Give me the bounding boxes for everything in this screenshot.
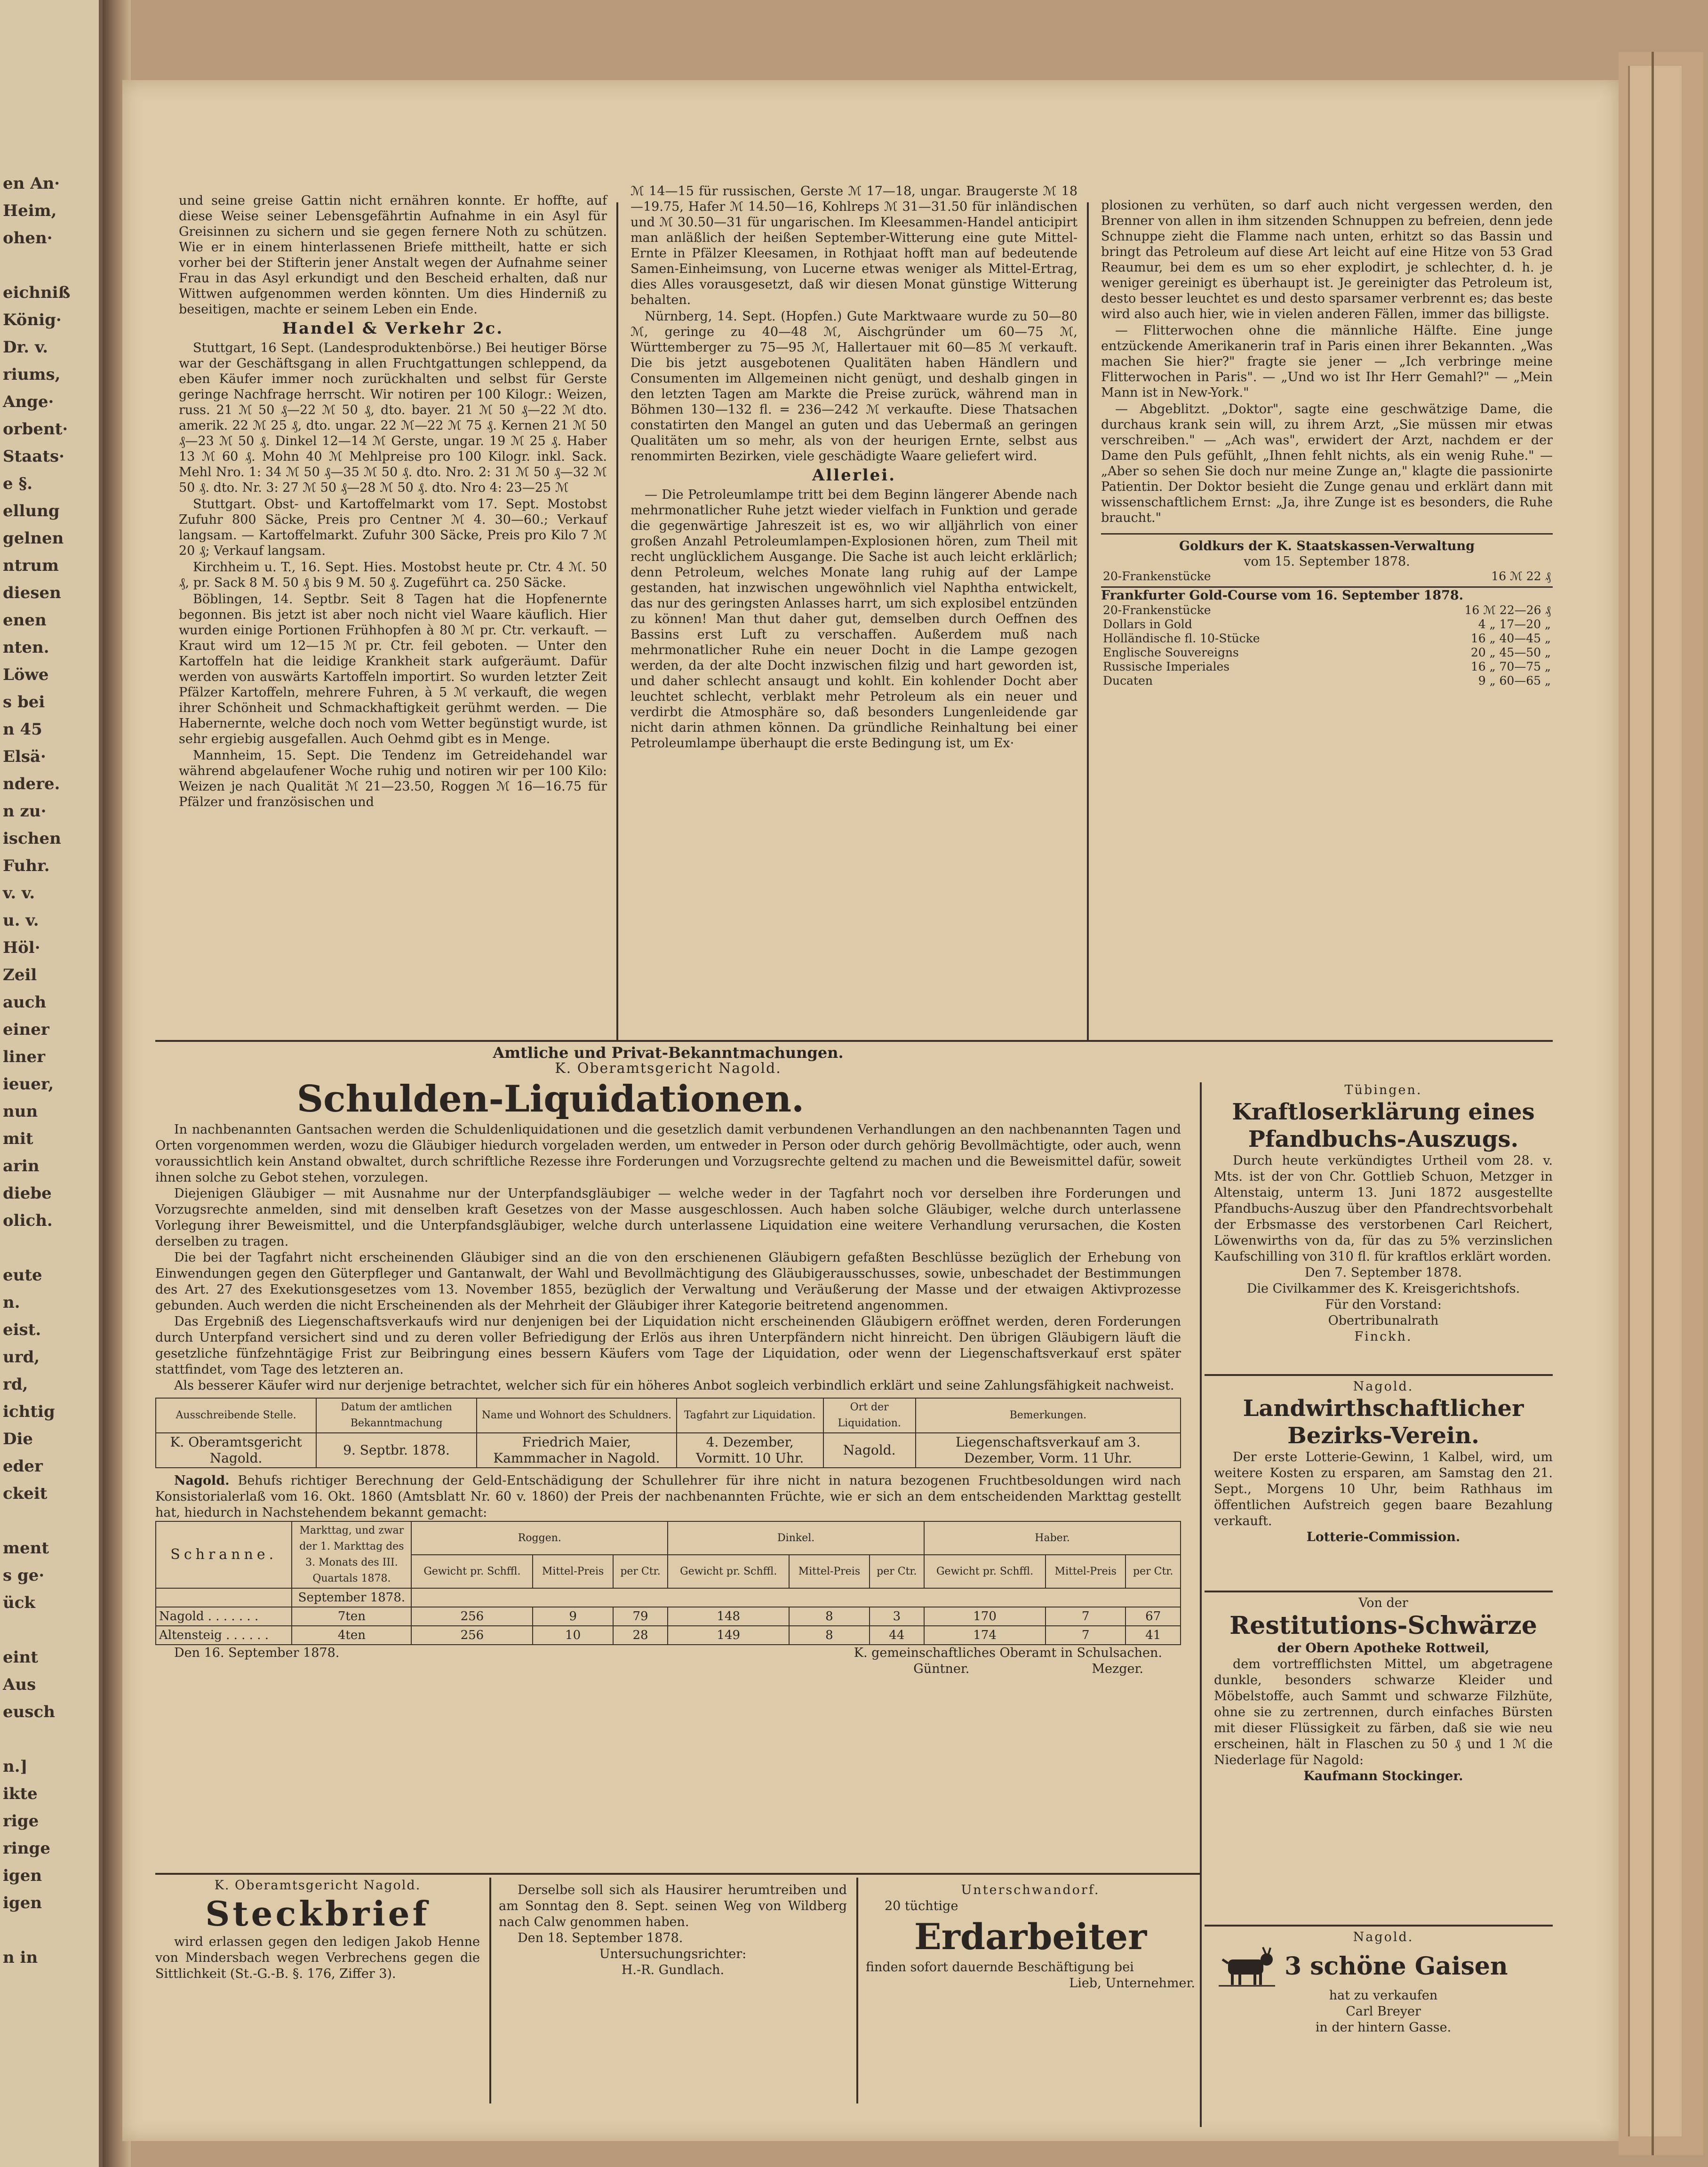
previous-page-line: diebe [3,1184,52,1203]
schranne-footer [155,1645,1181,1661]
section-heading: Amtliche und Privat-Bekanntmachungen. [493,1044,844,1062]
table-cell: 10 [533,1626,613,1645]
previous-page-line: olich. [3,1211,53,1230]
previous-page-line: nun [3,1102,38,1121]
previous-page-line: n zu· [3,802,47,821]
table-cell: Liegenschaftsverkauf am 3. Dezember, Vorm. 11 Uhr. [916,1433,1181,1468]
table-cell: 149 [668,1626,789,1645]
ad-text: finden sofort dauernde Beschäftigung bei [866,1960,1134,1975]
signature-name: Finckh. [1354,1329,1413,1344]
column-rule [616,202,618,1040]
previous-page-line: eusch [3,1703,55,1721]
schranne-notice [155,1473,1181,1677]
column-rule [489,1878,491,2103]
previous-page-line: diesen [3,584,61,602]
table-cell: 41 [1125,1626,1181,1645]
previous-page-line: ikte [3,1784,38,1803]
table-cell: 9. Septbr. 1878. [316,1433,477,1468]
notice-text: In nachbenannten Gantsachen werden die Schuldenliquidationen und die gesetzlich damit verbundenen Verhandlungen an den nachbenannten Tagen und Orten vorgenommen werden, wozu die Gläubiger hiedurch vorgeladen werden, um entweder in Person oder durch gehörig Bevollmächtigte, oder auch, wenn voraussichtlich kein Anstand obwaltet, durch schriftliche Rezesse ihre Forderungen und Vorzugsrechte geltend zu machen und die Beweismittel dafür, soweit ihnen solche zu Gebot stehen, vorzulegen. [155,1122,1181,1185]
rate-row [1101,646,1553,660]
table-cell: 148 [668,1607,789,1626]
notice-title: Steckbrief [205,1894,430,1934]
notice-text: wird erlassen gegen den ledigen Jakob Henne von Mindersbach wegen Verbrechens gegen die Sittlichkeit (St.-G.-B. §. 176, Ziffer 3). [155,1935,480,1981]
previous-page-line: Aus [3,1675,36,1694]
notice-date: Den 18. September 1878. [518,1931,683,1945]
column-rule [1087,202,1089,1040]
previous-page-line: n. [3,1293,20,1312]
signature: Lotterie-Commission. [1306,1530,1461,1544]
coin-rate: 16 ℳ 22 ₰ [1491,569,1551,583]
market-report: ℳ 14—15 für russischen, Gerste ℳ 17—18, ungar. Braugerste ℳ 18—19.75, Hafer ℳ 14.50—16, Kohlreps ℳ 31—31.50 für inländischen und ℳ 30.50—31 für ungarischen. Im Kleesammen-Handel anticipirt man anläßlich der heißen September-Witterung eine gute Mittel-Ernte in Pfälzer Kleesamen, in Rothjaat hofft man auf bedeutende Samen-Einheimsung, von Lucerne etwas weniger als Mittel-Ertrag, dies Alles vorausgesetzt, daß wir diesen Monat günstige Witterung behalten. [631,184,1077,307]
table-cell: 174 [924,1626,1046,1645]
table-cell: 7ten [292,1607,411,1626]
table-cell: 4. Dezember, Vormitt. 10 Uhr. [677,1433,823,1468]
table-cell: 3 [870,1607,924,1626]
previous-page-line: riums, [3,365,61,384]
previous-page-line: Heim, [3,201,57,220]
coin-rate: 9 „ 60—65 „ [1478,674,1551,688]
table-cell: 44 [870,1626,924,1645]
article-text: — Die Petroleumlampe tritt bei dem Beginn längerer Abende nach mehrmonatlicher Ruhe jetzt wieder vielfach in Funktion und gerade die gegenwärtige Jahreszeit ist es, wo wir alljährlich von einer großen Anzahl Petroleumlampen-Explosionen hören, zum Theil mit recht unglücklichem Ausgange. Die Sache ist auch leicht erklärlich; denn Petroleum, welches Monate lang ruhig auf der Lampe gestanden, hat inzwischen ungewöhnlich viel Naphtha entwickelt, das nur des geringsten Anlasses harrt, um sich explosibel entzünden zu können! Man thut daher gut, demselben durch Oeffnen des Bassins erst Luft zu verschaffen. Außerdem muß nach mehrmonatlicher Ruhe ein neuer Docht in die Lampe gezogen werden, da der alte Docht inzwischen filzig und hart geworden ist, und daher schlecht ansaugt und kohlt. Ein kohlender Docht aber leuchtet schlecht, verblakt mehr Petroleum als ein neuer und verdirbt die Atmosphäre so, daß besonders Lungenleidende gar nicht darin athmen können. Da gründliche Reinhaltung bei einer Petroleumlampe überhaupt die erste Bedingung ist, um Ex· [631,488,1077,751]
previous-page-line: liner [3,1048,46,1066]
col-header: Haber. [924,1521,1181,1555]
ad-rule [1205,1591,1553,1592]
place: Unterschwandorf. [961,1883,1100,1897]
rate-row [1101,632,1553,646]
previous-page-line: eint [3,1648,38,1667]
table-cell: K. Oberamtsgericht Nagold. [156,1433,316,1468]
table-cell: 9 [533,1607,613,1626]
sub-header: Mittel-Preis [533,1555,613,1588]
previous-page-line: n in [3,1948,38,1967]
section-rule [155,1873,1200,1875]
grain-price-table [155,1521,1181,1645]
court-name: K. Oberamtsgericht Nagold. [555,1060,782,1077]
table-cell: Nagold . . . . . . . [156,1607,292,1626]
previous-page-line: enen [3,611,47,630]
notice-title: Kraftloserklärung eines [1232,1099,1535,1125]
previous-page-line: n.] [3,1757,28,1776]
previous-page-line: auch [3,993,47,1012]
signature: Obertribunalrath [1328,1313,1439,1328]
previous-page-line: Staats· [3,447,65,466]
goats-ad [1214,1929,1553,2036]
previous-page-line: rd, [3,1375,28,1394]
table-header: Name und Wohnort des Schuldners. [477,1398,677,1433]
notice-text: Die bei der Tagfahrt nicht erscheinenden Gläubiger sind an die von den erschienenen Gläubigern gefaßten Beschlüsse bezüglich der Erhebung von Einwendungen gegen den Güterpfleger und Gantanwalt, der Wahl und Bevollmächtigung des Gläubigerausschusses, sowie, unbeschadet der Bestimmungen des Art. 27 des Exekutionsgesetzes vom 13. November 1855, bezüglich der Verwaltung und Veräußerung der Masse und der etwaigen Aktivprozesse gebunden. Auch werden die nicht Erscheinenden als der Mehrheit der Gläubiger ihrer Kategorie beitretend angenommen. [155,1250,1181,1313]
section-heading: Handel & Verkehr 2c. [282,319,504,338]
table-cell: 256 [411,1626,533,1645]
col-header: Markttag, und zwar der 1. Markttag des 3. Monats des III. Quartals 1878. [292,1521,411,1588]
sub-header: per Ctr. [613,1555,668,1588]
tuebingen-notice [1214,1082,1553,1345]
signature-name: H.-R. Gundlach. [621,1963,725,1977]
ad-text: Von der [1358,1596,1408,1610]
coin-name: Holländische fl. 10-Stücke [1103,632,1260,645]
table-cell: 28 [613,1626,668,1645]
coin-rate: 16 ℳ 22—26 ₰ [1464,603,1551,617]
table-cell: 7 [1046,1607,1125,1626]
cell [411,1588,1181,1607]
court-name: Die Civilkammer des K. Kreisgerichtshofs. [1246,1281,1520,1296]
sub-header: Gewicht pr. Schffl. [924,1555,1046,1588]
sub-header: per Ctr. [1125,1555,1181,1588]
column-2 [631,184,1077,752]
table-row [156,1626,1181,1645]
previous-page-line: orbent· [3,420,68,439]
place: Tübingen. [1344,1083,1422,1097]
previous-page-line: ringe [3,1839,50,1858]
rate-row [1101,674,1553,688]
cell: September 1878. [292,1588,411,1607]
previous-page-line: s ge· [3,1566,45,1585]
col-header: Dinkel. [668,1521,924,1555]
notice-text: Durch heute verkündigtes Urtheil vom 28. v. Mts. ist der von Chr. Gottlieb Schuon, Metzger in Altenstaig, unterm 13. Juni 1872 ausgestellte Pfandbuchs-Auszug über den Pfandrechtsvorbehalt der Erbsmasse des verstorbenen Carl Reichert, Löwenwirths von da, für das zu 5% verzinslichen Kaufschilling von 310 fl. für kraftlos erklärt worden. [1214,1153,1553,1264]
previous-page-line: eist. [3,1320,41,1339]
column-rule [856,1878,858,2103]
market-report: Kirchheim u. T., 16. Sept. Hies. Mostobst heute pr. Ctr. 4 ℳ. 50 ₰, pr. Sack 8 M. 50 ₰ bis 9 M. 50 ₰. Zugeführt ca. 250 Säcke. [179,560,607,590]
goldkurs-table [1101,569,1553,584]
table-cell: 67 [1125,1607,1181,1626]
sub-header: Gewicht pr. Schffl. [668,1555,789,1588]
table-header: Ausschreibende Stelle. [156,1398,316,1433]
goats-title-row [1214,1945,1553,1988]
signature-name: Mezger. [1092,1662,1143,1676]
ad-rule [1205,1925,1553,1927]
previous-page-line: en An· [3,174,60,193]
column-3 [1101,198,1553,688]
notice-text: Behufs richtiger Berechnung der Geld-Entschädigung der Schullehrer für ihre nicht in natura bezogenen Fruchtbesoldungen wird nach Konsistorialerlaß vom 16. Okt. 1860 (Amtsblatt Nr. 60 v. 1860) der Preis der nachbenannten Früchte, wie er sich an dem entscheidenden Markttag gestellt hat, hiedurch in Nachstehendem bekannt gemacht: [155,1473,1181,1520]
previous-page-line: Höl· [3,938,40,957]
ad-text: dem vortrefflichsten Mittel, um abgetragene dunkle, besonders schwarze Kleider und Möbelstoffe, auch Sammt und schwarze Filzhüte, ohne sie zu zertrennen, durch einfaches Bürsten mit dieser Flüssigkeit zu färben, daß sie wie neu erscheinen, hält in Flaschen zu 50 ₰ und 1 ℳ die Niederlage für Nagold: [1214,1657,1553,1767]
town-name: Nagold. [174,1473,230,1488]
market-report: Stuttgart. Obst- und Kartoffelmarkt vom 17. Sept. Mostobst Zufuhr 800 Säcke, Preis pro Centner ℳ 4. 30—60.; Verkauf langsam. — Kartoffelmarkt. Zufuhr 300 Säcke, Preis pro Kilo 7 ℳ 20 ₰; Verkauf langsam. [179,497,607,558]
employer-name: Lieb, Unternehmer. [1069,1976,1195,1991]
col-header: Roggen. [411,1521,668,1555]
coin-rate: 4 „ 17—20 „ [1478,617,1551,631]
table-header: Bemerkungen. [916,1398,1181,1433]
coin-name: 20-Frankenstücke [1103,569,1211,583]
previous-page-line: ment [3,1539,49,1558]
previous-page-line: u. v. [3,911,39,930]
previous-page-line: Zeil [3,966,37,984]
market-report: Böblingen, 14. Septbr. Seit 8 Tagen hat die Hopfenernte begonnen. Bis jetzt ist aber noch nicht viel Waare käuflich. Hier wurden einige Portionen Frühhopfen à 80 ℳ pr. Ctr. verkauft. — Kraut wird um 12—15 ℳ pr. Ctr. feil geboten. — Unter den Kartoffeln hat die leidige Krankheit stark aufgeräumt. Dafür werden von auswärts Kartoffeln importirt. So wurden letzter Zeit Pfälzer Kartoffeln, mehrere Fuhren, à 5 ℳ verkauft, die wegen ihrer Schönheit und Schmackhaftigkeit gerühmt werden. — Die Habernernte, welche doch noch vom Wetter begünstigt wurde, ist sehr ergiebig ausgefallen. Auch Oehmd gibt es in Menge. [179,592,607,746]
place: Nagold. [1353,1930,1414,1944]
notice-date: Den 16. September 1878. [174,1646,340,1660]
signature: Untersuchungsrichter: [599,1947,747,1961]
previous-page-fragment [0,0,103,2167]
previous-page-line: urd, [3,1348,40,1367]
cell [156,1588,292,1607]
frankfurt-table [1101,603,1553,688]
previous-page-line: nten. [3,638,49,657]
page-edges [1619,52,1703,2155]
ad-text: 20 tüchtige [885,1899,958,1913]
notice-text: Diejenigen Gläubiger — mit Ausnahme nur der Unterpfandsgläubiger — welche weder in der Tagfahrt noch vor derselben ihre Forderungen und Vorzugsrechte anmelden, sind mit denselben kraft Gesetzes von der Masse ausgeschlossen. Auch haben solche Gläubiger, welche durch unterlassene Vorlegung ihrer Beweismittel, und die Unterpfandsgläubiger, welche durch unterlassene Liquidation eine weitere Verhandlung verursachen, die Kosten derselben zu tragen. [155,1186,1181,1249]
previous-page-line: v. v. [3,884,35,903]
goldkurs-title: Goldkurs der K. Staatskassen-Verwaltung [1179,539,1475,553]
frankfurt-title: Frankfurter Gold-Course vom 16. September 1878. [1101,586,1553,603]
previous-page-line: Fuhr. [3,856,50,875]
previous-page-line: igen [3,1894,42,1912]
goat-icon [1214,1945,1280,1988]
notice-text: Derselbe soll sich als Hausirer herumtreiben und am Sonntag den 8. Sept. seinen Weg von Wildberg nach Calw genommen haben. [499,1883,847,1929]
previous-page-line: König· [3,311,62,329]
signature-name: Güntner. [913,1662,970,1676]
notice-text: Als besserer Käufer wird nur derjenige betrachtet, welcher sich für ein höheres Anbot sogleich verbindlich erklärt und seine Zahlungsfähigkeit nachweist. [174,1378,1174,1393]
previous-page-line: ück [3,1593,35,1612]
ad-title: Erdarbeiter [914,1916,1147,1958]
coin-name: 20-Frankenstücke [1103,603,1211,617]
ad-rule [1205,1374,1553,1376]
table-cell: 7 [1046,1626,1125,1645]
previous-page-line: rige [3,1812,39,1831]
table-cell: 170 [924,1607,1046,1626]
coin-name: Ducaten [1103,674,1153,688]
previous-page-line: Elsä· [3,747,46,766]
notice-text: Der erste Lotterie-Gewinn, 1 Kalbel, wird, um weitere Kosten zu ersparen, am Samstag den 21. Sept., Morgens 10 Uhr, beim Rathhaus im öffentlichen Aufstreich gegen baare Bezahlung verkauft. [1214,1450,1553,1528]
sub-header: Gewicht pr. Schffl. [411,1555,533,1588]
previous-page-line: ndere. [3,775,60,793]
ad-text: hat zu verkaufen [1329,1988,1438,2003]
previous-page-line: einer [3,1020,49,1039]
notice-title: Landwirthschaftlicher Bezirks-Verein. [1243,1395,1524,1449]
rate-row [1101,603,1553,617]
notice-date: Den 7. September 1878. [1304,1265,1462,1280]
section-heading: Allerlei. [812,466,896,485]
landwirt-notice [1214,1379,1553,1545]
notice-title: Pfandbuchs-Auszugs. [1248,1126,1519,1152]
goldkurs-subtitle: vom 15. September 1878. [1244,554,1410,569]
liquidation-table [155,1398,1181,1468]
coin-name: Englische Souvereigns [1103,646,1239,659]
previous-page-line: eute [3,1266,42,1285]
notice-text: Das Ergebniß des Liegenschaftsverkaufs wird nur denjenigen bei der Liquidation nicht erscheinenden Gläubigern eröffnet werden, deren Forderungen durch Unterpfand versichert sind und zu deren voller Befriedigung der Erlös aus ihren Unterpfändern nicht hinreicht. Den übrigen Gläubigern läuft die gesetzliche fünfzehntägige Frist zur Beibringung eines bessern Käufers vom Tage der Liquidation, oder wenn der Liegenschaftsverkauf erst später stattfindet, vom Tage des letzteren an. [155,1314,1181,1377]
table-cell: Friedrich Maier, Kammmacher in Nagold. [477,1433,677,1468]
market-report: Mannheim, 15. Sept. Die Tendenz im Getreidehandel war während abgelaufener Woche ruhig und notiren wir per 100 Kilo: Weizen je nach Qualität ℳ 21—23.50, Roggen ℳ 16—16.75 für Pfälzer und französischen und [179,748,607,809]
merchant: Kaufmann Stockinger. [1303,1769,1463,1783]
market-report: Nürnberg, 14. Sept. (Hopfen.) Gute Marktwaare wurde zu 50—80 ℳ, geringe zu 40—48 ℳ, Aischgründer um 60—75 ℳ, Württemberger zu 75—95 ℳ, Hallertauer mit 60—85 ℳ verkauft. Die bis jetzt ausgebotenen Qualitäten haben Händlern und Consumenten im Allgemeinen nicht genügt, und deshalb gingen in den letzten Tagen am Markte die Preise zurück, während man in Böhmen 130—132 fl. = 236—242 ℳ verkaufte. Diese Thatsachen constatirten den Mangel an guten und das Uebermaß an geringen Qualitäten um so mehr, als von der heurigen Ernte, selbst aus renommirten Bezirken, viele geschädigte Waare geliefert wird. [631,309,1077,464]
table-header: Tagfahrt zur Liquidation. [677,1398,823,1433]
table-header: Datum der amtlichen Bekanntmachung [316,1398,477,1433]
place: Nagold. [1353,1379,1414,1394]
table-header: Ort der Liquidation. [823,1398,916,1433]
seller-name: Carl Breyer [1346,2004,1421,2019]
goldkurs-box [1101,533,1553,688]
previous-page-line: Löwe [3,665,49,684]
ad-text: in der hintern Gasse. [1315,2020,1452,2035]
previous-page-line: ellung [3,502,60,520]
column-rule [1200,1082,1202,2127]
steckbrief-notice [155,1878,480,1982]
signature: K. gemeinschaftliches Oberamt in Schulsachen. [854,1646,1162,1660]
ad-text: der Obern Apotheke Rottweil, [1277,1641,1490,1655]
coin-rate: 16 „ 40—45 „ [1470,632,1551,645]
previous-page-line: n 45 [3,720,42,739]
article-text: — Abgeblitzt. „Doktor", sagte eine geschwätzige Dame, die durchaus krank sein will, zu ihrem Arzt, „Sie müssen mir etwas verschreiben." — „Ach was", erwidert der Arzt, nachdem er der Dame den Puls gefühlt, „Ihnen fehlt nichts, als ein wenig Ruhe." — „Aber so sehen Sie doch nur meine Zunge an," klagte die passionirte Patientin. Der Doktor besieht die Zunge genau und erklärt dann mit wissenschaftlichem Ernst: „Ja, ihre Zunge ist es besonders, die Ruhe braucht." [1101,402,1553,525]
previous-page-line: Die [3,1430,33,1448]
column-1 [179,193,607,811]
newspaper-page [122,80,1619,2141]
table-cell: 256 [411,1607,533,1626]
coin-name: Russische Imperiales [1103,660,1230,673]
previous-page-line: ckeit [3,1484,48,1503]
table-cell: Altensteig . . . . . . [156,1626,292,1645]
table-cell: 8 [789,1626,869,1645]
previous-page-line: eichniß [3,283,71,302]
article-text: — Flitterwochen ohne die männliche Hälfte. Eine junge entzückende Amerikanerin traf in Paris einen ihrer Bekannten. „Was machen Sie hier?" fragte sie jener — „Ich verbringe meine Flitterwochen in Paris". — „Und wo ist Ihr Herr Gemahl?" — „Mein Mann ist in New-York." [1101,323,1553,400]
market-report: Stuttgart, 16 Sept. (Landesproduktenbörse.) Bei heutiger Börse war der Geschäftsgang in allen Fruchtgattungen schleppend, da eben Käufer immer noch zurückhalten und selbst für Gerste geringe Nachfrage herrscht. Wir notiren per 100 Kilogr.: Weizen, russ. 21 ℳ 50 ₰—22 ℳ 50 ₰, dto. bayer. 21 ℳ 50 ₰—22 ℳ dto. amerik. 22 ℳ 25 ₰, dto. ungar. 22 ℳ—22 ℳ 75 ₰. Kernen 21 ℳ 50 ₰—23 ℳ 50 ₰. Dinkel 12—14 ℳ Gerste, ungar. 19 ℳ 25 ₰. Haber 13 ℳ 60 ₰. Mohn 40 ℳ Mehlpreise pro 100 Kilogr. inkl. Sack. Mehl Nro. 1: 34 ℳ 50 ₰—35 ℳ 50 ₰. dto. Nro. 2: 31 ℳ 50 ₰—32 ℳ 50 ₰. dto. Nr. 3: 27 ℳ 50 ₰—28 ℳ 50 ₰. dto. Nro 4: 23—25 ℳ [179,341,607,495]
col-header: Schranne. [156,1521,292,1588]
court-name: K. Oberamtsgericht Nagold. [214,1878,421,1893]
rate-row [1101,617,1553,632]
sub-header: Mittel-Preis [1046,1555,1125,1588]
table-cell: 79 [613,1607,668,1626]
article-text: und seine greise Gattin nicht ernähren konnte. Er hoffte, auf diese Weise seiner Lebensgefährtin Aufnahme in ein Asyl für Greisinnen zu sichern und sie gegen fernere Noth zu schützen. Wie er in einem hinterlassenen Briefe mittheilt, hatte er sich vorher bei der Stifterin jener Anstalt wegen der Aufnahme seiner Frau in das Asyl erkundigt und den Bescheid erhalten, daß nur Wittwen aufgenommen werden könnten. Um dies Hinderniß zu beseitigen, machte er seinem Leben ein Ende. [179,193,607,317]
table-cell: 8 [789,1607,869,1626]
previous-page-line: e §. [3,474,33,493]
restitution-ad [1214,1595,1553,1784]
rate-row [1101,660,1553,674]
previous-page-line: arin [3,1157,40,1175]
previous-page-line: eder [3,1457,43,1476]
article-text: plosionen zu verhüten, so darf auch nicht vergessen werden, den Brenner von allen in ihm sitzenden Schnuppen zu befreien, denn jede Schnuppe zieht die Flamme nach unten, erhitzt so das Bassin und bringt das Petroleum auf diese Art leicht auf eine Hitze von 53 Grad Reaumur, bei dem es um so eher explodirt, je schlechter, d. h. je weniger gereinigt es überhaupt ist. Je gereinigter das Petroleum ist, desto besser leuchtet es und desto sparsamer verbrennt es; das beste wird also auch hier, wie in vielen anderen Fällen, immer das billigste. [1101,198,1553,321]
erdarbeiter-ad [866,1882,1195,1991]
signatures [155,1661,1181,1677]
previous-page-line: ntrum [3,556,59,575]
notice-title: Schulden-Liquidationen. [296,1078,805,1120]
sub-header: Mittel-Preis [789,1555,869,1588]
previous-page-line: Dr. v. [3,338,48,357]
table-row [156,1607,1181,1626]
coin-name: Dollars in Gold [1103,617,1192,631]
previous-page-line: igen [3,1866,42,1885]
previous-page-line: ieuer, [3,1075,54,1094]
ad-title: Restitutions-Schwärze [1229,1611,1537,1640]
table-cell: Nagold. [823,1433,916,1468]
signature: Für den Vorstand: [1325,1297,1442,1312]
previous-page-line: mit [3,1129,33,1148]
previous-page-line: ichtig [3,1402,55,1421]
previous-page-line: Ange· [3,392,54,411]
sub-header: per Ctr. [870,1555,924,1588]
previous-page-line: gelnen [3,529,64,548]
coin-rate: 16 „ 70—75 „ [1470,660,1551,673]
coin-rate: 20 „ 45—50 „ [1470,646,1551,659]
section-rule [155,1040,1553,1042]
table-cell: 4ten [292,1626,411,1645]
previous-page-line: ohen· [3,229,53,248]
previous-page-line: s bei [3,693,45,712]
previous-page-line: ischen [3,829,61,848]
official-notices [155,1045,1181,1677]
ad-title: 3 schöne Gaisen [1285,1952,1508,1981]
steckbrief-continued [499,1882,847,1978]
